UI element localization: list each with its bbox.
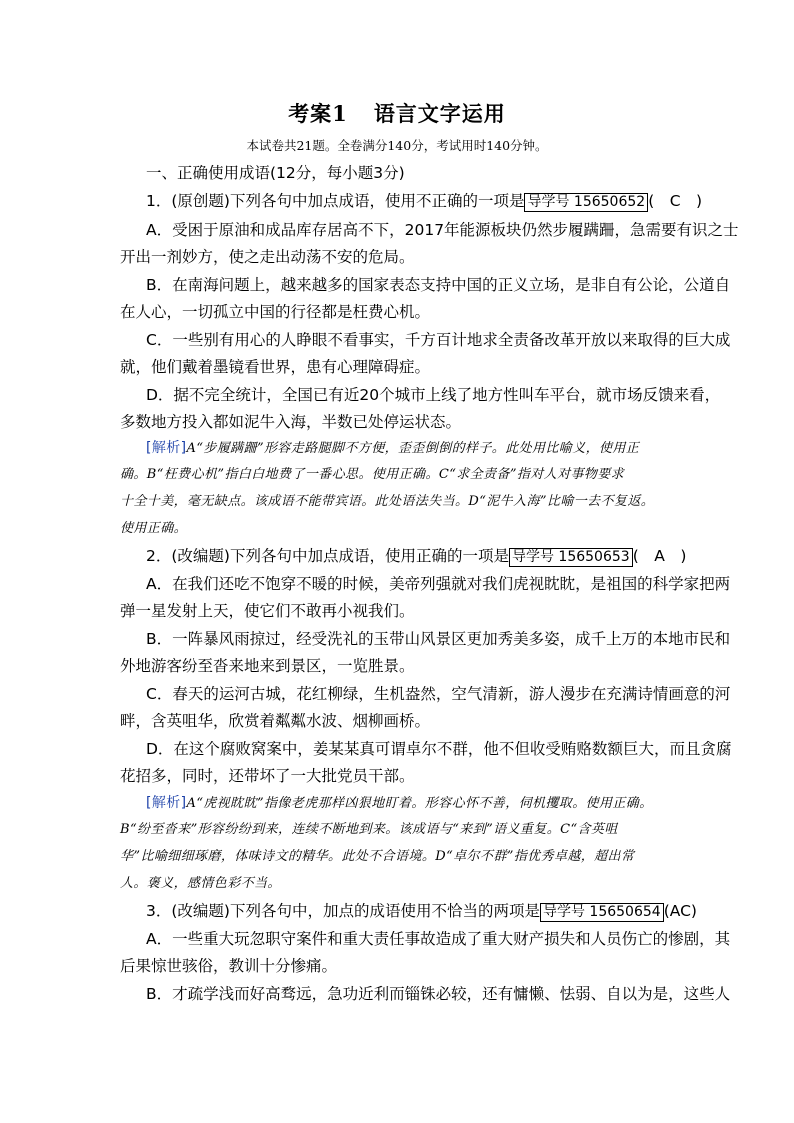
section-heading: 一、正确使用成语(12分，每小题3分) bbox=[146, 164, 405, 182]
title-main: 考案1 bbox=[288, 101, 348, 126]
question-1-explanation-line: A“步履蹒跚”形容走路腿脚不方便，歪歪倒倒的样子。此处用比喻义，使用正 bbox=[186, 441, 640, 456]
question-1-explanation-line: 十全十美，毫无缺点。该成语不能带宾语。此处语法失当。D“泥牛入海”比喻一去不复返。 bbox=[120, 494, 655, 509]
question-2-explanation-line: B“纷至沓来”形容纷纷到来，连续不断地到来。该成语与“来到”语义重复。C“含英咀 bbox=[120, 822, 618, 837]
question-1-option-a-cont: 开出一剂妙方，使之走出动荡不安的危局。 bbox=[120, 248, 415, 266]
title-sub: 语言文字运用 bbox=[373, 101, 506, 126]
explanation-tag: [解析] bbox=[146, 795, 187, 811]
question-2-option-a: A．在我们还吃不饱穿不暖的时候，美帝列强就对我们虎视眈眈，是祖国的科学家把两 bbox=[146, 575, 731, 593]
question-2-option-c: C．春天的运河古城，花红柳绿，生机盎然，空气清新，游人漫步在充满诗情画意的河 bbox=[146, 685, 731, 703]
question-1-explanation-line: 确。B“枉费心机”指白白地费了一番心思。使用正确。C“求全责备”指对人对事物要求 bbox=[120, 467, 625, 482]
question-1-text: 1．(原创题)下列各句中加点成语，使用不正确的一项是 bbox=[146, 192, 525, 210]
question-2-explanation-line: 人。褒义，感情色彩不当。 bbox=[120, 876, 281, 891]
question-2-text: 2．(改编题)下列各句中加点成语，使用正确的一项是 bbox=[146, 547, 509, 565]
question-2-explanation-line: A“虎视眈眈”指像老虎那样凶狠地盯着。形容心怀不善，伺机攫取。使用正确。 bbox=[186, 796, 653, 811]
question-2-option-d: D．在这个腐败窝案中，姜某某真可谓卓尔不群，他不但收受贿赂数额巨大，而且贪腐 bbox=[146, 740, 732, 758]
page-title bbox=[0, 98, 794, 128]
question-1-option-c: C．一些别有用心的人睁眼不看事实，千方百计地求全责备改革开放以来取得的巨大成 bbox=[146, 331, 731, 349]
question-1-option-d-cont: 多数地方投入都如泥牛入海，半数已处停运状态。 bbox=[120, 413, 462, 431]
question-1-option-a: A．受困于原油和成品库存居高不下，2017年能源板块仍然步履蹒跚，急需要有识之士 bbox=[146, 221, 739, 239]
question-2-answer: ( A ) bbox=[632, 547, 687, 565]
question-1-option-b: B．在南海问题上，越来越多的国家表态支持中国的正义立场，是非自有公论，公道自 bbox=[146, 276, 731, 294]
question-3-text: 3．(改编题)下列各句中，加点的成语使用不恰当的两项是 bbox=[146, 902, 540, 920]
question-3-option-a-cont: 后果惊世骇俗，教训十分惨痛。 bbox=[120, 957, 338, 975]
question-2-ref-tag[interactable]: 导学号 15650653 bbox=[509, 548, 633, 567]
question-1-option-b-cont: 在人心，一切孤立中国的行径都是枉费心机。 bbox=[120, 303, 431, 321]
exam-intro: 本试卷共21题。全卷满分140分，考试用时140分钟。 bbox=[246, 138, 548, 153]
question-3-option-b: B．才疏学浅而好高骛远，急功近利而锱铢必较，还有慵懒、怯弱、自以为是，这些人 bbox=[146, 985, 731, 1003]
question-3-answer: (AC) bbox=[663, 902, 697, 920]
question-3-ref-tag[interactable]: 导学号 15650654 bbox=[540, 903, 664, 922]
question-1-ref-tag[interactable]: 导学号 15650652 bbox=[524, 193, 648, 212]
question-2-option-c-cont: 畔，含英咀华，欣赏着粼粼水波、烟柳画桥。 bbox=[120, 712, 431, 730]
question-2-stem bbox=[146, 546, 687, 567]
question-1-option-c-cont: 就，他们戴着墨镜看世界，患有心理障碍症。 bbox=[120, 358, 431, 376]
question-2-option-b-cont: 外地游客纷至沓来地来到景区，一览胜景。 bbox=[120, 657, 415, 675]
question-1-stem bbox=[146, 191, 703, 212]
question-2-explanation-line: 华”比喻细细琢磨，体味诗文的精华。此处不合语境。D“卓尔不群”指优秀卓越，超出常 bbox=[120, 849, 635, 864]
question-2-option-b: B．一阵暴风雨掠过，经受洗礼的玉带山风景区更加秀美多姿，成千上万的本地市民和 bbox=[146, 630, 731, 648]
question-3-option-a: A．一些重大玩忽职守案件和重大责任事故造成了重大财产损失和人员伤亡的惨剧，其 bbox=[146, 930, 731, 948]
question-1-answer: ( C ) bbox=[648, 192, 703, 210]
explanation-tag: [解析] bbox=[146, 440, 187, 456]
question-2-option-a-cont: 弹一星发射上天，使它们不敢再小视我们。 bbox=[120, 602, 415, 620]
question-1-option-d: D．据不完全统计，全国已有近20个城市上线了地方性叫车平台，就市场反馈来看， bbox=[146, 386, 721, 404]
question-3-stem bbox=[146, 901, 697, 922]
question-1-explanation-line: 使用正确。 bbox=[120, 521, 188, 536]
question-2-explanation bbox=[146, 793, 680, 814]
question-1-explanation bbox=[146, 438, 680, 459]
question-2-option-d-cont: 花招多，同时，还带坏了一大批党员干部。 bbox=[120, 767, 415, 785]
